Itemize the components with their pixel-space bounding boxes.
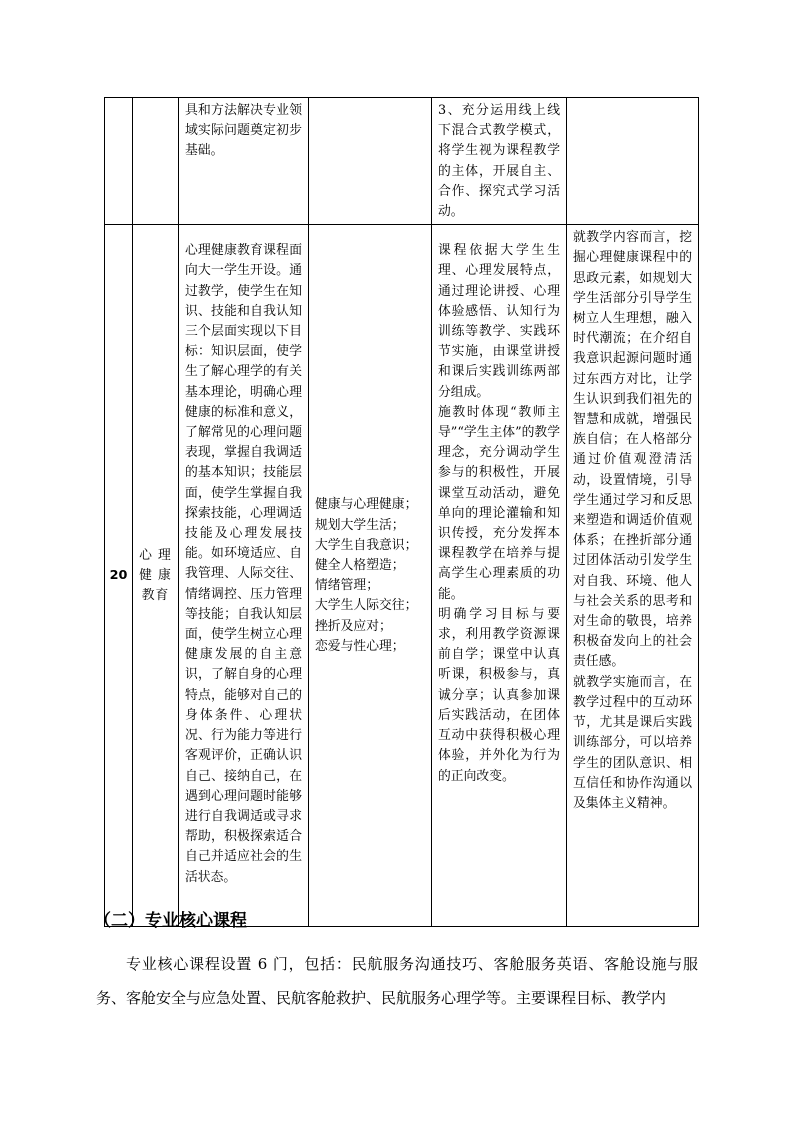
content-item: 大学生人际交往； <box>315 598 418 614</box>
content-item: 挫折及应对； <box>315 618 392 634</box>
course-objective: 心理健康教育课程面向大一学生开设。通过教学，使学生在知识、技能和自我认知三个层面实现以下目标：知识层面，使学生了解心理学的有关基本理论，明确心理健康的标准和意义，了解常见的心理问题表现，掌握自我调适的基本知识；技能层面，使学生掌握自我探索技能，心理调适技能及心理发展技能。如环境适应、自我管理、人际交往、情绪调控、压力管理等技能；自我认知层面，使学生树立心理健康发展的自主意识，了解自身的心理特点，能够对自己的身体条件、心理状况、行为能力等进行客观评价，正确认识自己、接纳自己，在遇到心理问题时能够进行自我调适或寻求帮助，积极探索适合自己并适应社会的生活状态。 <box>179 225 309 927</box>
method-cell: 3、充分运用线上线下混合式教学模式，将学生视为课程教学的主体，开展自主、合作、探究式学习活动。 <box>432 98 567 225</box>
ideology-cell <box>567 98 699 225</box>
course-table <box>104 97 699 927</box>
course-name-cell <box>133 98 179 225</box>
teaching-method <box>432 225 567 927</box>
table-row <box>105 225 699 927</box>
content-item: 健康与心理健康； <box>315 497 418 513</box>
course-name <box>133 225 179 927</box>
ideology-elements <box>567 225 699 927</box>
course-content <box>309 225 432 927</box>
objective-cell: 具和方法解决专业领域实际问题奠定初步基础。 <box>179 98 309 225</box>
ideology-paragraph: 就教学内容而言，挖掘心理健康课程中的思政元素，如规划大学生活部分引导学生树立人生理想，融入时代潮流；在介绍自我意识起源问题时通过东西方对比，让学生认识到我们祖先的智慧和成就，增强民族自信；在人格部分通过价值观澄清活动，设置情境，引导学生通过学习和反思来塑造和调适价值观体系；在挫折部分通过团体活动引发学生对自我、环境、他人与社会关系的思考和对生命的敬畏，培养积极奋发向上的社会责任感。 <box>573 230 692 670</box>
number-cell <box>105 98 133 225</box>
section-heading: （二）专业核心课程 <box>94 911 247 931</box>
content-item: 规划大学生活； <box>315 517 405 533</box>
body-paragraph: 专业核心课程设置 6 门，包括：民航服务沟通技巧、客舱服务英语、客舱设施与服务、客舱安全与应急处置、民航客舱救护、民航服务心理学等。主要课程目标、教学内 <box>96 955 698 1007</box>
course-name-line: 心 理 <box>139 547 172 563</box>
content-item: 情绪管理； <box>315 578 379 594</box>
course-name-line: 教育 <box>141 587 170 603</box>
course-name-line: 健 康 <box>139 567 172 583</box>
ideology-paragraph: 就教学实施而言，在教学过程中的互动环节，尤其是课后实践训练部分，可以培养学生的团队意识、相互信任和协作沟通以及集体主义精神。 <box>573 674 692 811</box>
table-row <box>105 98 699 225</box>
content-cell <box>309 98 432 225</box>
method-paragraph: 明确学习目标与要求，利用教学资源课前自学；课堂中认真听课，积极参与，真诚分享；认真参加课后实践活动，在团体互动中获得积极心理体验，并外化为行为的正向改变。 <box>438 606 560 784</box>
content-item: 健全人格塑造； <box>315 558 405 574</box>
method-paragraph: 施教时体现“教师主导”“学生主体”的教学理念，充分调动学生参与的积极性，开展课堂互动活动，避免单向的理论灌输和知识传授，充分发挥本课程教学在培养与提高学生心理素质的功能。 <box>438 404 561 602</box>
content-item: 恋爱与性心理； <box>315 638 405 654</box>
content-item: 大学生自我意识； <box>315 537 418 553</box>
method-paragraph: 课程依据大学生生理、心理发展特点，通过理论讲授、心理体验感悟、认知行为训练等教学、实践环节实施，由课堂讲授和课后实践训练两部分组成。 <box>438 243 560 400</box>
course-number: 20 <box>105 225 133 927</box>
